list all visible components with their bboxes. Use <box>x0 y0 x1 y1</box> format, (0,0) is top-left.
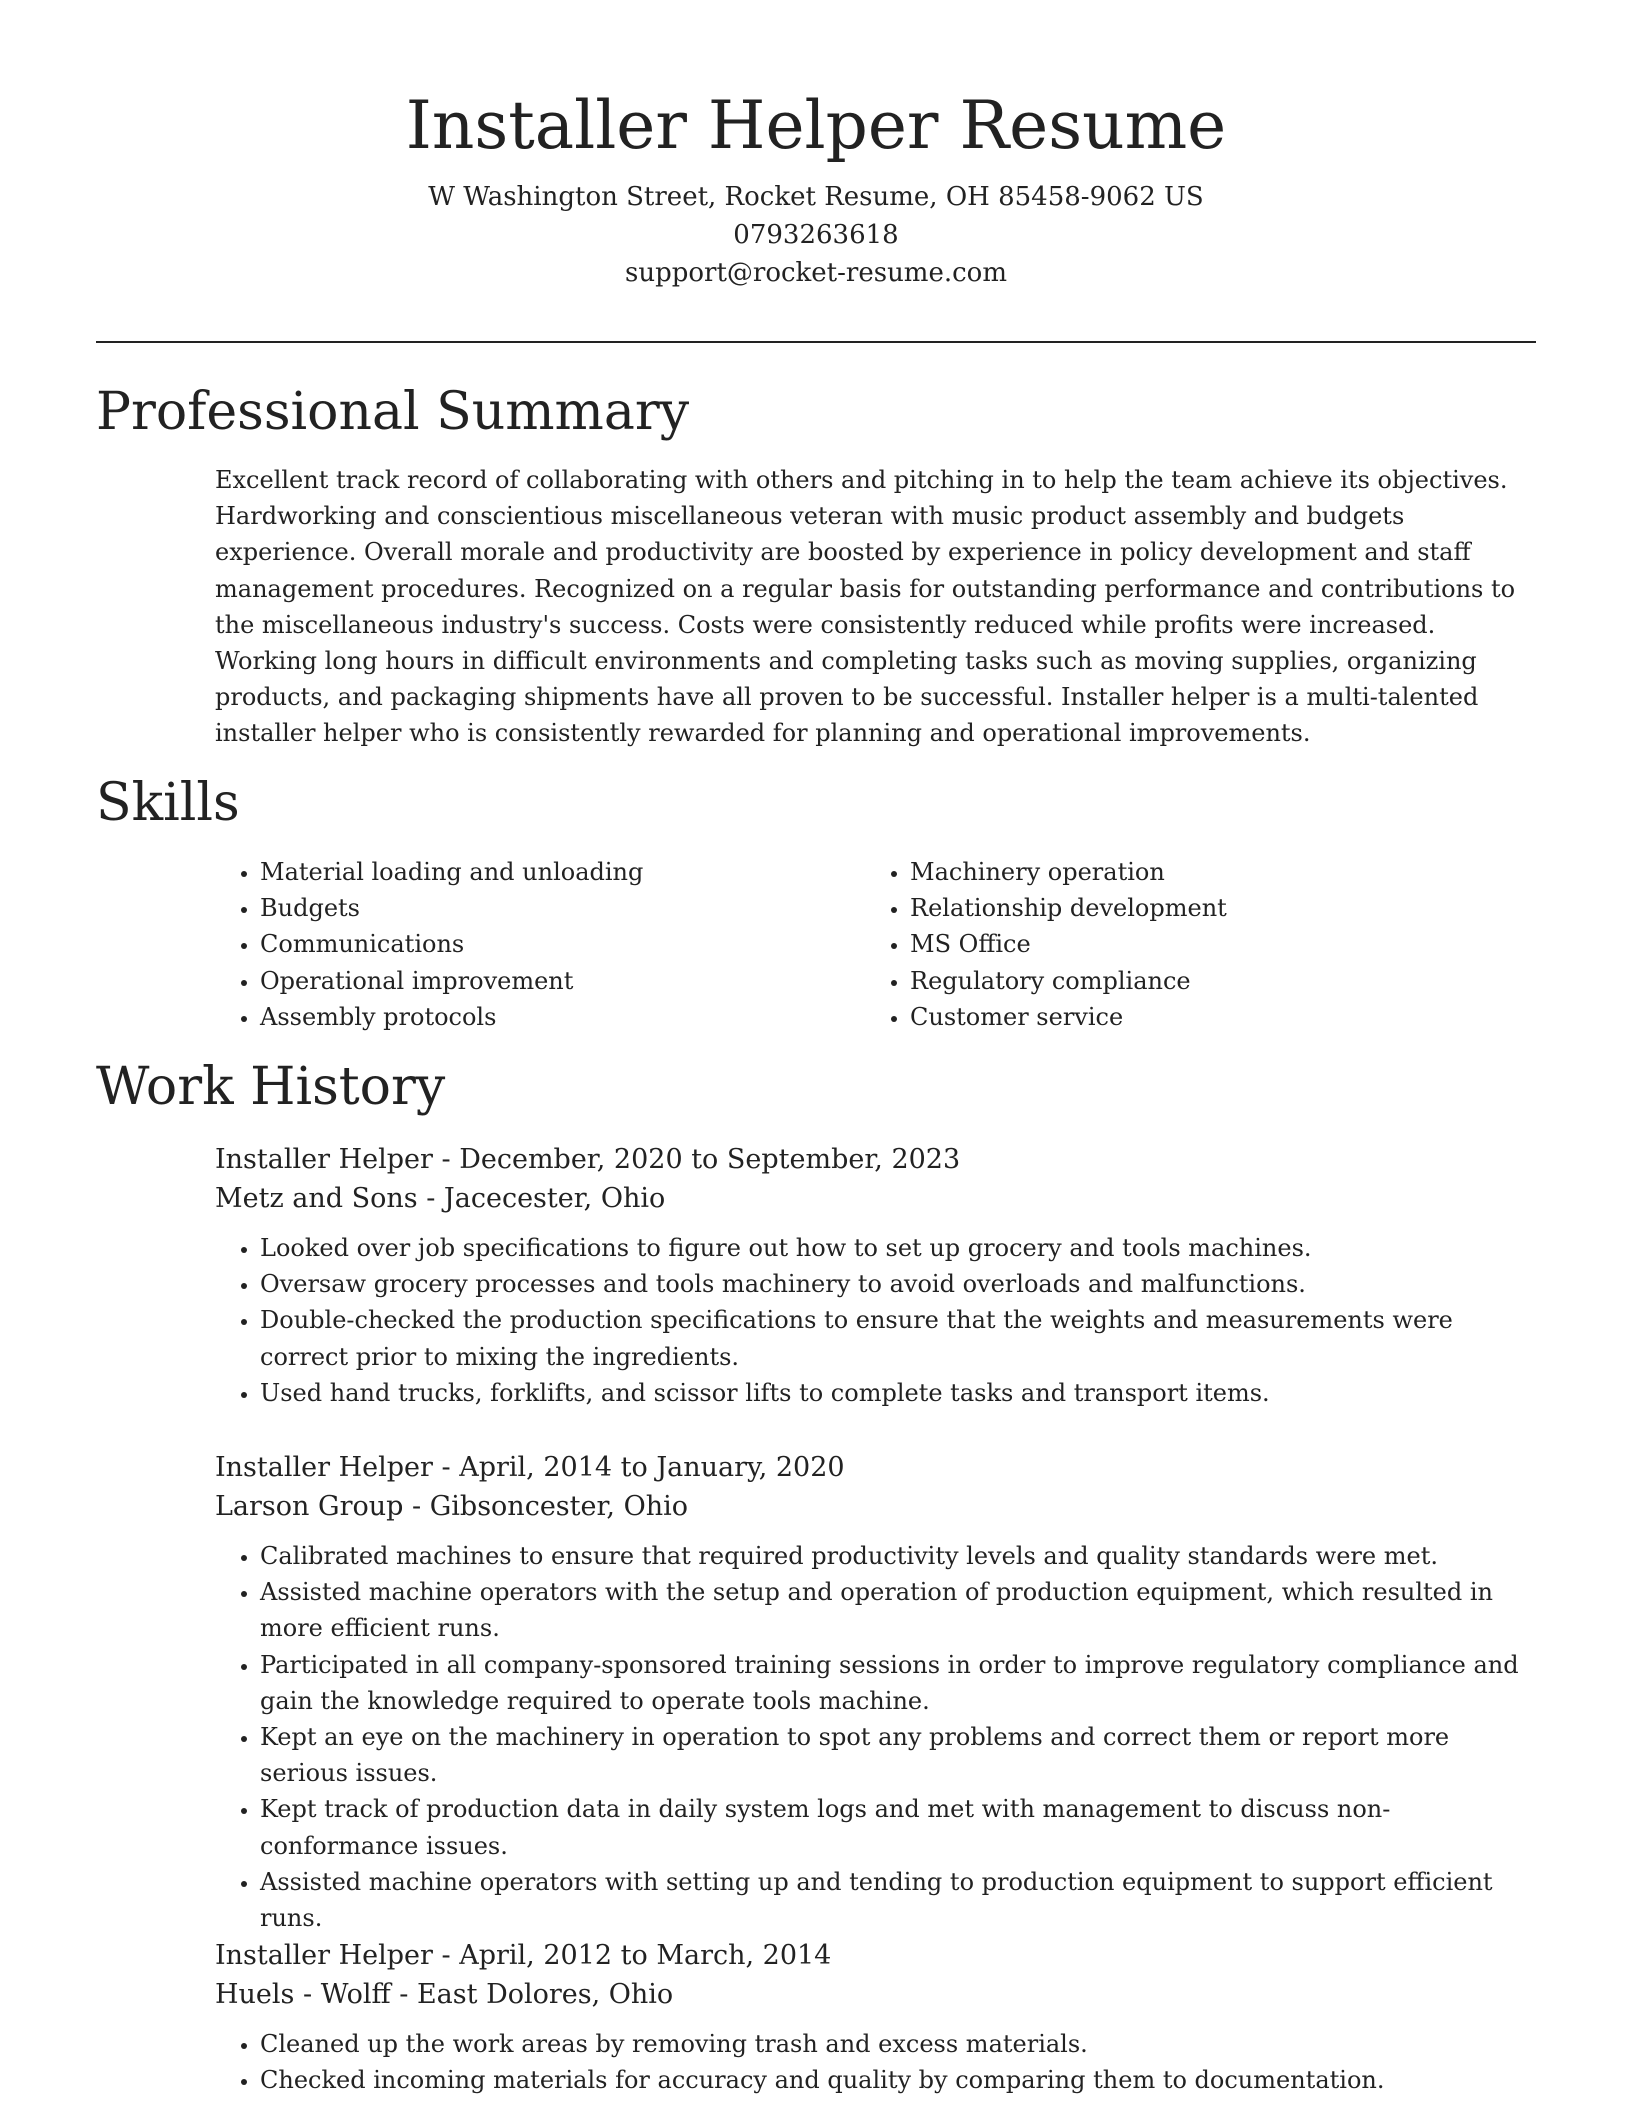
skill-item: • Operational improvement <box>260 963 865 999</box>
job-bullet: • Checked incoming materials for accuracy and quality by comparing them to documentation. <box>260 2062 1535 2098</box>
skill-item: • Regulatory compliance <box>910 963 1515 999</box>
skill-item: • Relationship development <box>910 890 1515 926</box>
job-bullets <box>215 2026 1535 2098</box>
skill-item: • Communications <box>260 926 865 962</box>
email: support@rocket-resume.com <box>624 258 1007 288</box>
skill-item: • Customer service <box>910 999 1515 1035</box>
job-bullet: • Used hand trucks, forklifts, and scissor lifts to complete tasks and transport items. <box>260 1375 1535 1411</box>
job-bullet: • Assisted machine operators with the setup and operation of production equipment, which resulted in more efficient runs. <box>260 1574 1535 1646</box>
job-bullet: • Kept track of production data in daily system logs and met with management to discuss non-conformance issues. <box>260 1791 1535 1863</box>
skills-column-right <box>865 854 1515 1035</box>
job-bullet: • Calibrated machines to ensure that required productivity levels and quality standards were met. <box>260 1538 1535 1574</box>
address: W Washington Street, Rocket Resume, OH 85458-9062 US <box>428 182 1204 212</box>
skill-item: • Machinery operation <box>910 854 1515 890</box>
job-bullets <box>215 1538 1535 1936</box>
job-bullet: • Double-checked the production specifications to ensure that the weights and measurements were correct prior to mixing the ingredients. <box>260 1302 1535 1374</box>
resume-header <box>0 86 1632 292</box>
skills-column-left <box>215 854 865 1035</box>
job-company-line: Metz and Sons - Jacecester, Ohio <box>215 1183 666 1214</box>
skills-heading: Skills <box>96 773 240 833</box>
skill-item: • Material loading and unloading <box>260 854 865 890</box>
job-bullets <box>215 1230 1535 1411</box>
job-bullet: • Looked over job specifications to figure out how to set up grocery and tools machines. <box>260 1230 1535 1266</box>
job-company-line: Larson Group - Gibsoncester, Ohio <box>215 1491 689 1522</box>
header-divider <box>96 341 1536 343</box>
summary-text: Excellent track record of collaborating with others and pitching in to help the team achieve its objectives. Hardworking and conscientious miscellaneous veteran with music product assembly and budgets experience. Overall morale and productivity are boosted by experience in policy development and staff management procedures. Recognized on a regular basis for outstanding performance and contributions to the miscellaneous industry's success. Costs were consistently reduced while profits were increased. Working long hours in difficult environments and completing tasks such as moving supplies, organizing products, and packaging shipments have all proven to be successful. Installer helper is a multi-talented installer helper who is consistently rewarded for planning and operational improvements. <box>215 466 1516 748</box>
contact-block <box>0 178 1632 292</box>
job-title-line: Installer Helper - December, 2020 to September, 2023 <box>215 1144 961 1175</box>
work-history-heading: Work History <box>96 1057 446 1117</box>
summary-heading: Professional Summary <box>96 382 690 442</box>
phone: 0793263618 <box>733 220 899 250</box>
skill-item: • Assembly protocols <box>260 999 865 1035</box>
job-title-line: Installer Helper - April, 2012 to March, 2014 <box>215 1940 832 1971</box>
job-bullet: • Kept an eye on the machinery in operation to spot any problems and correct them or report more serious issues. <box>260 1719 1535 1791</box>
job-bullet: • Cleaned up the work areas by removing trash and excess materials. <box>260 2026 1535 2062</box>
skill-item: • Budgets <box>260 890 865 926</box>
job-entry <box>215 1448 1535 1936</box>
job-title-line: Installer Helper - April, 2014 to January, 2020 <box>215 1452 845 1483</box>
job-entry <box>215 1936 1535 2098</box>
job-bullet: • Oversaw grocery processes and tools machinery to avoid overloads and malfunctions. <box>260 1266 1535 1302</box>
job-bullet: • Participated in all company-sponsored training sessions in order to improve regulatory compliance and gain the knowledge required to operate tools machine. <box>260 1647 1535 1719</box>
skills-list <box>215 854 1535 1035</box>
skill-item: • MS Office <box>910 926 1515 962</box>
job-entry <box>215 1140 1535 1411</box>
job-company-line: Huels - Wolff - East Dolores, Ohio <box>215 1979 674 2010</box>
job-bullet: • Assisted machine operators with setting up and tending to production equipment to support efficient runs. <box>260 1864 1535 1936</box>
resume-title: Installer Helper Resume <box>405 87 1227 164</box>
